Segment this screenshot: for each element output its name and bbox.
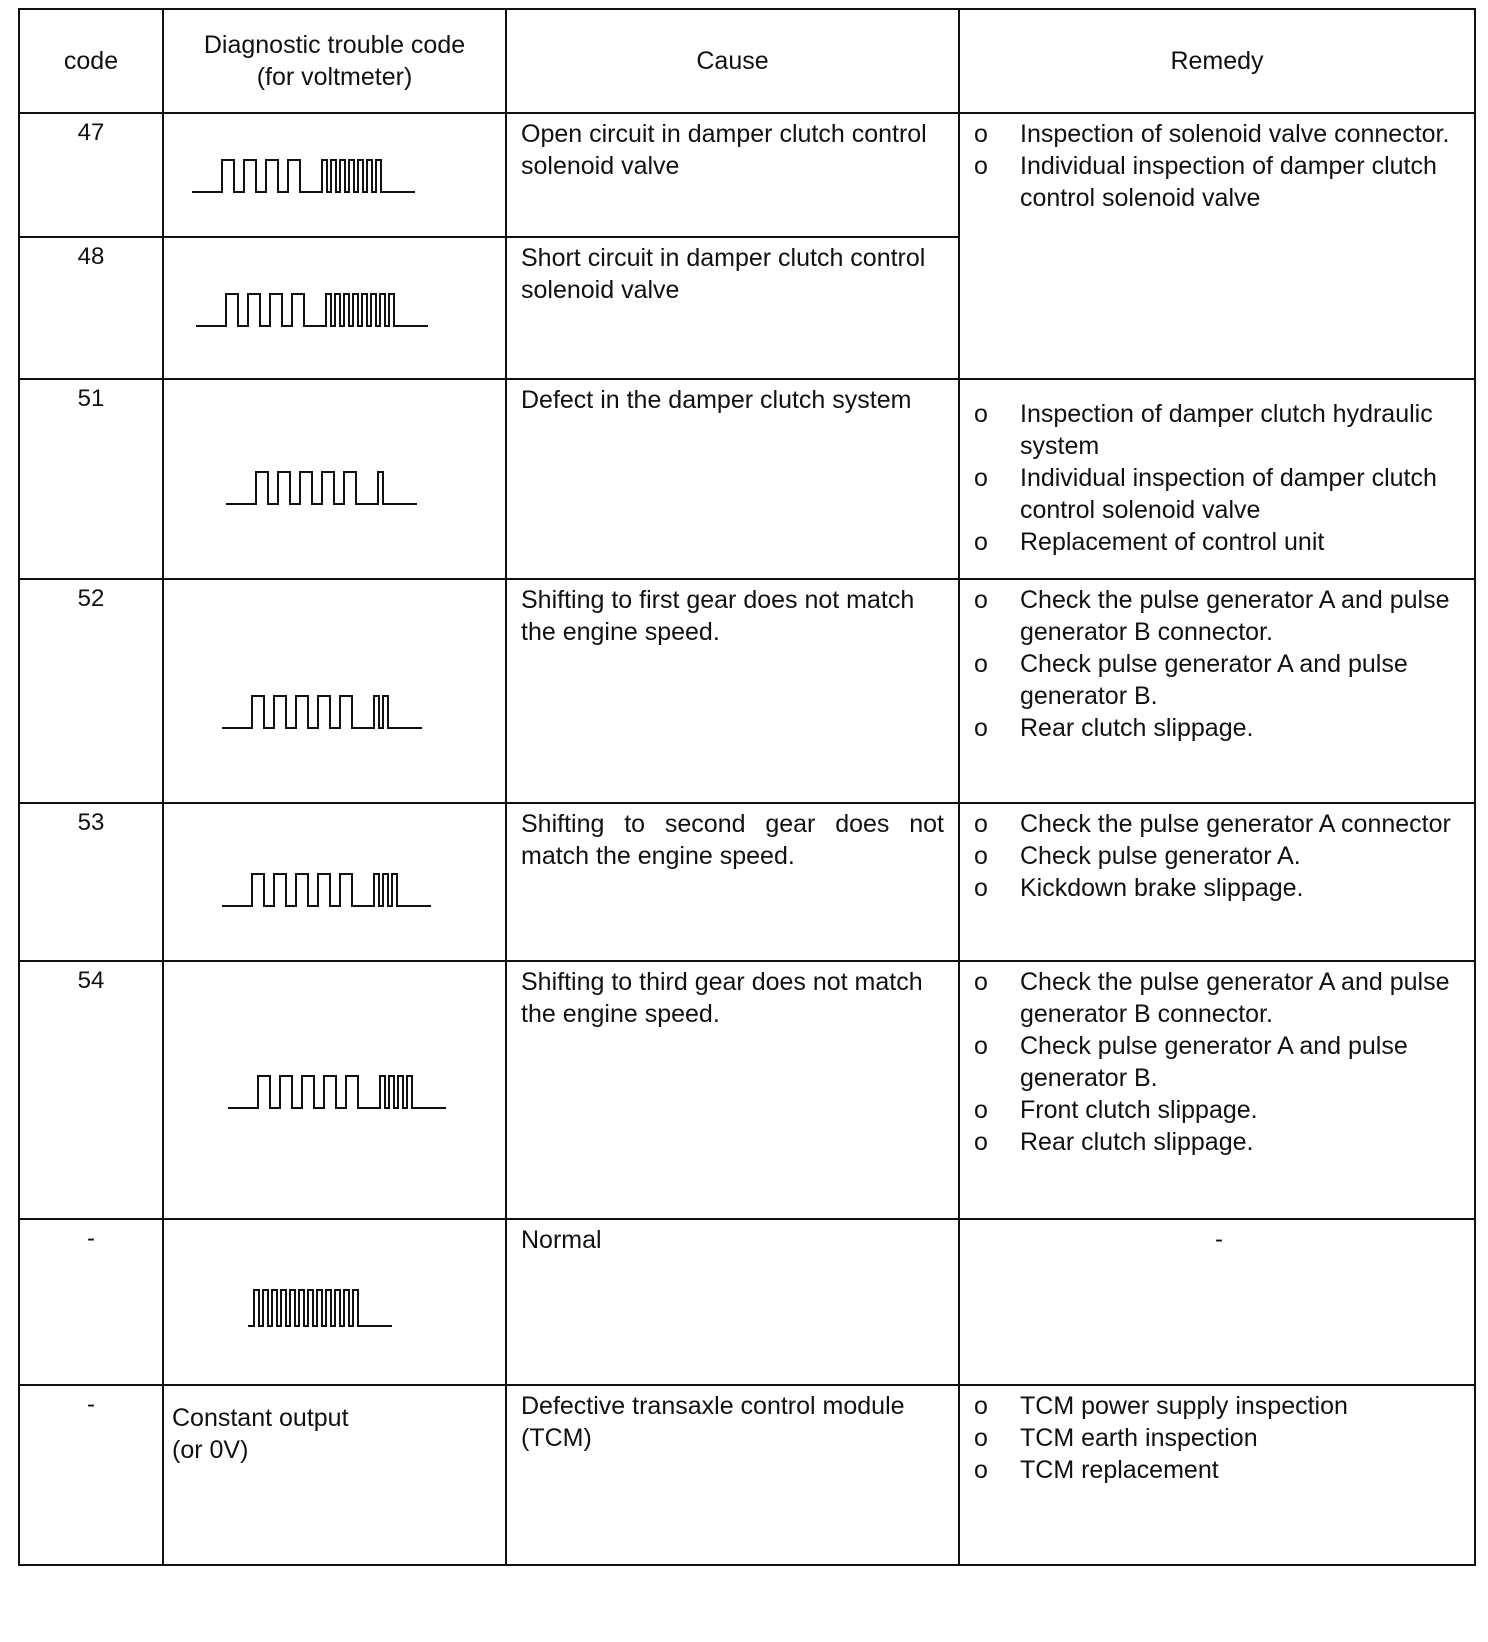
- remedy-cell: [959, 113, 1475, 379]
- cause-cell: Short circuit in damper clutch control solenoid valve: [506, 237, 959, 379]
- pulse-trace: [226, 472, 417, 504]
- remedy-text: Check the pulse generator A and pulse generator B connector.: [1020, 586, 1450, 646]
- bullet: o: [974, 1096, 988, 1124]
- waveform-cell: [163, 113, 506, 237]
- remedy-item: [972, 584, 1466, 648]
- header-cause: Cause: [506, 9, 959, 113]
- remedy-text: Inspection of damper clutch hydraulic system: [1020, 400, 1433, 460]
- remedy-text: Rear clutch slippage.: [1020, 1128, 1254, 1156]
- waveform-cell: [163, 379, 506, 579]
- bullet: o: [974, 1392, 988, 1420]
- constant-output-text: [164, 1386, 505, 1466]
- cause-cell: Defective transaxle control module (TCM): [506, 1385, 959, 1565]
- pulse-waveform-icon: [192, 156, 482, 196]
- remedy-item: [972, 118, 1466, 150]
- pulse-waveform-icon: [196, 290, 486, 330]
- pulse-waveform-icon: [222, 870, 462, 910]
- bullet: o: [974, 842, 988, 870]
- remedy-text: Front clutch slippage.: [1020, 1096, 1258, 1124]
- remedy-item: [972, 150, 1466, 214]
- bullet: o: [974, 120, 988, 148]
- cause-cell: Shifting to first gear does not match the engine speed.: [506, 579, 959, 803]
- header-dtc-line1: Diagnostic trouble code: [203, 31, 466, 59]
- remedy-item: [972, 1454, 1466, 1486]
- bullet: o: [974, 1032, 988, 1060]
- waveform-cell: [163, 579, 506, 803]
- code-cell: 47: [19, 113, 163, 237]
- bullet: o: [974, 528, 988, 556]
- code-cell: -: [19, 1385, 163, 1565]
- cause-cell: Normal: [506, 1219, 959, 1385]
- code-cell: 51: [19, 379, 163, 579]
- remedy-item: [972, 840, 1466, 872]
- code-cell: 54: [19, 961, 163, 1219]
- waveform-cell: [163, 961, 506, 1219]
- remedy-item: [972, 1390, 1466, 1422]
- remedy-text: TCM replacement: [1020, 1456, 1219, 1484]
- bullet: o: [974, 968, 988, 996]
- pulse-trace: [222, 696, 422, 728]
- bullet: o: [974, 464, 988, 492]
- remedy-text: Check the pulse generator A and pulse generator B connector.: [1020, 968, 1450, 1028]
- header-dtc-line2: (for voltmeter): [256, 63, 413, 91]
- bullet: o: [974, 650, 988, 678]
- remedy-text: Check pulse generator A and pulse generator B.: [1020, 1032, 1408, 1092]
- remedy-item: [972, 526, 1466, 558]
- header-remedy: Remedy: [959, 9, 1475, 113]
- bullet: o: [974, 152, 988, 180]
- remedy-cell: [959, 803, 1475, 961]
- remedy-text: Individual inspection of damper clutch control solenoid valve: [1020, 464, 1437, 524]
- remedy-text: Check pulse generator A.: [1020, 842, 1301, 870]
- remedy-text: Replacement of control unit: [1020, 528, 1325, 556]
- pulse-waveform-icon: [248, 1286, 448, 1330]
- pulse-waveform-icon: [226, 468, 456, 508]
- remedy-item: [972, 398, 1466, 462]
- remedy-item: [972, 712, 1466, 744]
- waveform-cell: [163, 803, 506, 961]
- cause-cell: Shifting to second gear does not match the engine speed.: [506, 803, 959, 961]
- code-cell: 53: [19, 803, 163, 961]
- bullet: o: [974, 400, 988, 428]
- remedy-item: [972, 648, 1466, 712]
- bullet: o: [974, 874, 988, 902]
- table-row: [19, 1219, 1475, 1385]
- pulse-trace: [228, 1076, 446, 1108]
- remedy-text: TCM earth inspection: [1020, 1424, 1258, 1452]
- remedy-text: Check pulse generator A and pulse generator B.: [1020, 650, 1408, 710]
- waveform-cell: [163, 237, 506, 379]
- remedy-text: Kickdown brake slippage.: [1020, 874, 1304, 902]
- table-row: [19, 579, 1475, 803]
- bullet: o: [974, 810, 988, 838]
- constant-output-line1: Constant output: [172, 1404, 349, 1432]
- remedy-text: TCM power supply inspection: [1020, 1392, 1348, 1420]
- constant-output-line2: (or 0V): [172, 1436, 249, 1464]
- remedy-text: Individual inspection of damper clutch control solenoid valve: [1020, 152, 1437, 212]
- cause-cell: Shifting to third gear does not match the engine speed.: [506, 961, 959, 1219]
- pulse-waveform-icon: [228, 1072, 468, 1112]
- remedy-text: Inspection of solenoid valve connector.: [1020, 120, 1450, 148]
- code-cell: 48: [19, 237, 163, 379]
- bullet: o: [974, 1424, 988, 1452]
- table-row: [19, 1385, 1475, 1565]
- pulse-waveform-icon: [222, 692, 452, 732]
- code-cell: 52: [19, 579, 163, 803]
- remedy-cell: -: [959, 1219, 1475, 1385]
- table-row: [19, 803, 1475, 961]
- remedy-item: [972, 872, 1466, 904]
- remedy-item: [972, 462, 1466, 526]
- bullet: o: [974, 714, 988, 742]
- bullet: o: [974, 1456, 988, 1484]
- dtc-table: [18, 8, 1476, 1566]
- cause-cell: Open circuit in damper clutch control solenoid valve: [506, 113, 959, 237]
- remedy-cell: [959, 579, 1475, 803]
- waveform-cell: [163, 1385, 506, 1565]
- waveform-cell: [163, 1219, 506, 1385]
- remedy-item: [972, 966, 1466, 1030]
- remedy-item: [972, 808, 1466, 840]
- remedy-item: [972, 1126, 1466, 1158]
- remedy-item: [972, 1422, 1466, 1454]
- bullet: o: [974, 586, 988, 614]
- bullet: o: [974, 1128, 988, 1156]
- code-cell: -: [19, 1219, 163, 1385]
- dtc-sheet: [18, 8, 1476, 1566]
- remedy-cell: [959, 961, 1475, 1219]
- remedy-item: [972, 1030, 1466, 1094]
- header-dtc: [163, 9, 506, 113]
- table-row: [19, 961, 1475, 1219]
- header-code: code: [19, 9, 163, 113]
- pulse-trace: [192, 160, 415, 192]
- remedy-text: Rear clutch slippage.: [1020, 714, 1254, 742]
- remedy-item: [972, 1094, 1466, 1126]
- header-row: [19, 9, 1475, 113]
- remedy-cell: [959, 379, 1475, 579]
- table-row: [19, 379, 1475, 579]
- table-row: [19, 113, 1475, 237]
- remedy-text: Check the pulse generator A connector: [1020, 810, 1451, 838]
- cause-cell: Defect in the damper clutch system: [506, 379, 959, 579]
- pulse-trace: [196, 294, 428, 326]
- pulse-trace: [248, 1290, 392, 1326]
- remedy-cell: [959, 1385, 1475, 1565]
- pulse-trace: [222, 874, 431, 906]
